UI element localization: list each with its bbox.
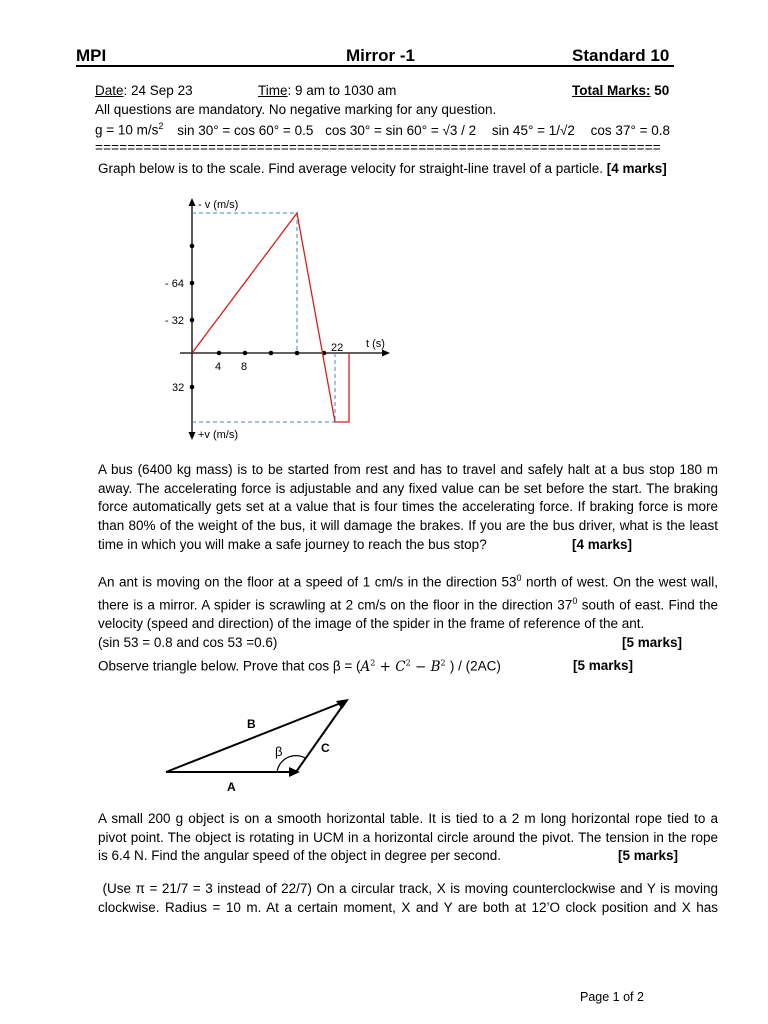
question-3-line3: velocity (speed and direction) of the image of the spider in the frame of reference of the ant.	[98, 616, 645, 632]
date-value: : 24 Sep 23	[123, 83, 193, 98]
question-4-marks: [5 marks]	[573, 658, 634, 673]
question-3-marks: [5 marks]	[622, 635, 683, 651]
header-left: MPI	[76, 46, 107, 65]
header-center: Mirror -1	[346, 46, 415, 65]
question-5-last-line: is 6.4 N. Find the angular speed of the object in degree per second.	[98, 848, 502, 864]
label-c: C	[321, 741, 330, 755]
tick-label-neg64: - 64	[165, 278, 184, 290]
y-axis-top-label: - v (m/s)	[198, 199, 239, 211]
velocity-curve	[192, 213, 349, 422]
total-marks-value: 50	[654, 83, 670, 98]
question-3-degree: 0	[516, 573, 522, 583]
date-field	[95, 83, 193, 98]
time-field	[258, 83, 396, 98]
constant-sin45: sin 45° = 1/√2	[491, 122, 575, 138]
label-a: A	[227, 780, 236, 794]
label-beta: β	[275, 744, 283, 759]
y-tick-dot	[190, 385, 195, 390]
question-4-text-a: Observe triangle below. Prove that cos β = (	[98, 658, 361, 674]
question-3-line2b: south of east. Find the	[577, 597, 718, 613]
question-3-line1b: north of west. On the west wall,	[521, 574, 718, 590]
triangle-diagram	[150, 690, 370, 800]
question-3-line2a: there is a mirror. A spider is scrawling at 2 cm/s on the floor in the direction 37	[98, 597, 573, 613]
question-2-last-line: time in which you will make a safe journey to reach the bus stop?	[98, 536, 487, 552]
header-right: Standard 10	[572, 46, 670, 65]
time-value: : 9 am to 1030 am	[287, 83, 397, 98]
y-axis-arrow-up	[189, 198, 196, 206]
question-3-line4: (sin 53 = 0.8 and cos 53 =0.6)	[98, 635, 278, 651]
velocity-time-graph	[150, 190, 410, 450]
constant-cos37: cos 37° = 0.8	[590, 122, 670, 138]
question-4	[98, 658, 501, 675]
question-4-text-b: ) / (2AC)	[449, 658, 501, 674]
constant-g-exponent: 2	[158, 121, 164, 131]
y-axis-bottom-label: +v (m/s)	[198, 429, 239, 441]
label-b: B	[247, 717, 256, 731]
question-3-degree: 0	[572, 596, 578, 607]
question-6-line: clockwise. Radius = 10 m. At a certain moment, X and Y are both at 12’O clock position and X has	[98, 899, 718, 915]
x-tick-dot	[243, 351, 248, 356]
y-tick-dot	[190, 281, 195, 286]
question-5	[98, 810, 718, 866]
tick-label-neg32: - 32	[165, 315, 184, 327]
side-b	[166, 701, 346, 772]
y-tick-dot	[190, 244, 195, 249]
question-2-marks: [4 marks]	[572, 536, 633, 552]
constant-cos30: cos 30° = sin 60° = √3 / 2	[325, 122, 477, 138]
question-6	[98, 880, 718, 917]
question-3	[98, 569, 718, 653]
question-6-line: (Use π = 21/7 = 3 instead of 22/7) On a circular track, X is moving counterclockwise and Y is moving	[98, 881, 718, 896]
separator-line: ======================================================================	[95, 140, 661, 155]
question-1-marks: [4 marks]	[606, 161, 667, 176]
question-4-formula: $A^2 + C^2 - B^2$	[360, 658, 446, 675]
total-marks-label: Total Marks:	[572, 83, 651, 98]
x-tick-dot	[217, 351, 222, 356]
question-1	[98, 161, 667, 176]
date-label: Date	[95, 83, 124, 98]
tick-label-pos32: 32	[172, 382, 185, 394]
time-label: Time	[258, 83, 288, 98]
page-number: Page 1 of 2	[580, 990, 644, 1004]
x-axis-label: t (s)	[366, 338, 385, 350]
y-axis-arrow-down	[189, 432, 196, 440]
constants-line	[95, 121, 670, 138]
question-5-line: A small 200 g object is on a smooth horizontal table. It is tied to a 2 m long horizontal rope tied to a	[98, 811, 718, 826]
total-marks	[572, 83, 669, 98]
tick-label-22: 22	[331, 342, 344, 354]
question-3-line1a: An ant is moving on the floor at a speed of 1 cm/s in the direction 53	[98, 574, 517, 590]
tick-label-8: 8	[241, 361, 248, 373]
question-2-line: than 80% of the weight of the bus, it will damage the brakes. If you are the bus driver, what is the least	[98, 518, 718, 534]
question-2-line: force automatically gets set at a value that is four times the accelerating force. If braking force is more	[98, 499, 718, 515]
constant-g: g = 10 m/s	[95, 122, 159, 138]
constant-sin30: sin 30° = cos 60° = 0.5	[177, 122, 314, 138]
x-axis-arrow	[382, 350, 390, 357]
question-2-line: away. The accelerating force is adjustable and any fixed value can be set before the start. The braking	[98, 480, 718, 496]
question-1-text: Graph below is to the scale. Find average velocity for straight-line travel of a particle.	[98, 161, 603, 176]
question-2	[98, 461, 718, 555]
header-rule	[76, 65, 674, 67]
x-tick-dot	[269, 351, 274, 356]
question-5-marks: [5 marks]	[618, 848, 679, 864]
question-5-line: pivot point. The object is rotating in UCM in a horizontal circle around the pivot. The tension in the rope	[98, 829, 718, 845]
tick-label-4: 4	[215, 361, 222, 373]
question-2-line: A bus (6400 kg mass) is to be started from rest and has to travel and safely halt at a bus stop 180 m	[98, 462, 718, 477]
instructions: All questions are mandatory. No negative marking for any question.	[95, 102, 497, 117]
y-tick-dot	[190, 318, 195, 323]
